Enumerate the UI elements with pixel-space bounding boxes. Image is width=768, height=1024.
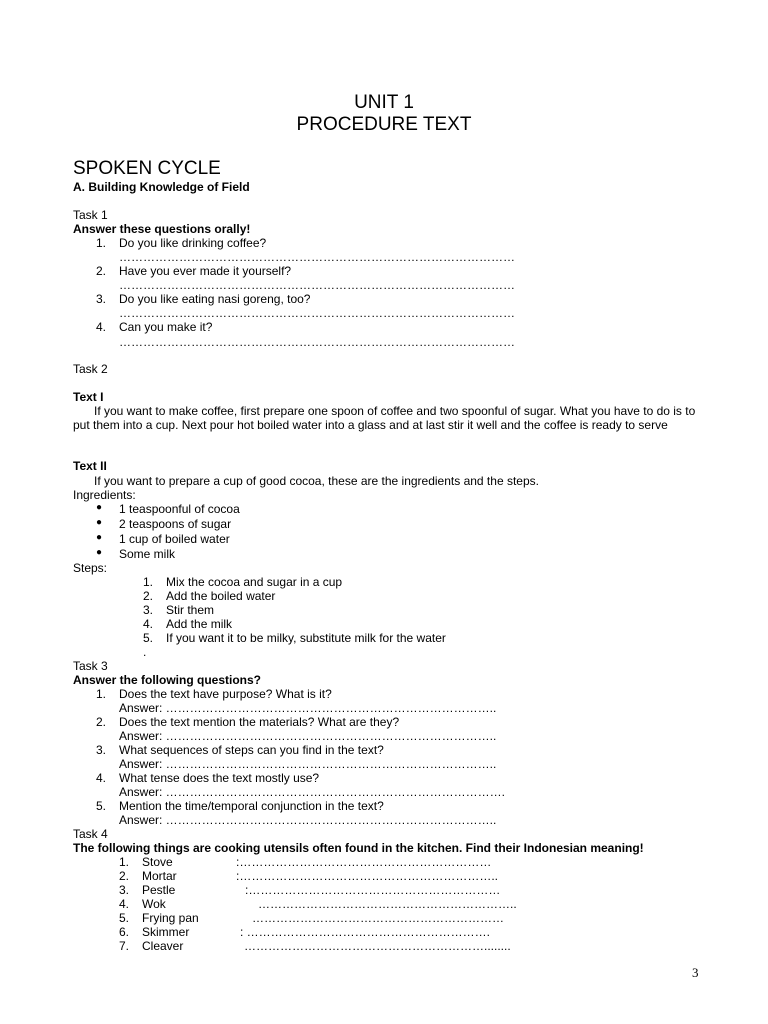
list-item: Mention the time/temporal conjunction in the text?: [119, 799, 384, 813]
list-item: What sequences of steps can you find in the text?: [119, 743, 384, 757]
bullet-icon: ●: [96, 517, 103, 528]
list-item-number: 1.: [143, 575, 154, 589]
answer-line: Answer: ………………………………………………………………………..: [119, 701, 497, 715]
list-item-number: 4.: [96, 771, 107, 785]
ingredients-label: Ingredients:: [73, 488, 136, 502]
answer-dots: :………………………………………………………..: [236, 869, 499, 883]
list-item: Pestle: [142, 883, 176, 897]
answer-line: Answer: ………………………………………………………………………..: [119, 757, 497, 771]
list-item: 2 teaspoons of sugar: [119, 517, 232, 531]
list-item-number: 1.: [119, 855, 130, 869]
list-item: Skimmer: [142, 925, 190, 939]
text1-title: Text I: [73, 390, 104, 404]
answer-dots: ………………………………………………………………………………………: [119, 278, 515, 292]
list-item: Add the milk: [166, 617, 233, 631]
list-item-number: 4.: [143, 617, 154, 631]
list-item: Does the text have purpose? What is it?: [119, 687, 332, 701]
list-item: Do you like eating nasi goreng, too?: [119, 292, 311, 306]
text1-body-text: If you want to make coffee, first prepare one spoon of coffee and two spoonful of sugar. What you have to do is to put them into a cup. Next pour hot boiled water into a glass and at last stir it well and the coffee is ready to serve: [73, 404, 696, 432]
list-item-number: 3.: [96, 743, 107, 757]
answer-dots: ………………………………………………………………………………………: [119, 250, 515, 264]
answer-dots: ………………………………………………………………………………………: [119, 306, 515, 320]
list-item-number: 1.: [96, 236, 107, 250]
task4-instruction: The following things are cooking utensils often found in the kitchen. Find their Indonesian meaning!: [73, 841, 644, 855]
page-number: 3: [692, 965, 699, 980]
list-item-number: 1.: [96, 687, 107, 701]
list-item-number: 5.: [143, 631, 154, 645]
answer-dots: ……………………………………………………........: [244, 939, 511, 953]
list-item: Cleaver: [142, 939, 184, 953]
bullet-icon: ●: [96, 532, 103, 543]
list-item-number: 3.: [96, 292, 107, 306]
text2-intro: If you want to prepare a cup of good cocoa, these are the ingredients and the steps.: [94, 474, 539, 488]
answer-dots: ………………………………………………………………………………………: [119, 335, 515, 349]
section-heading: SPOKEN CYCLE: [73, 158, 221, 179]
list-item: Does the text mention the materials? What are they?: [119, 715, 400, 729]
answer-dots: :………………………………………………………: [236, 855, 492, 869]
list-item: Stove: [142, 855, 173, 869]
list-item-number: 4.: [119, 897, 130, 911]
text2-title: Text II: [73, 459, 107, 473]
list-item-number: 3.: [119, 883, 130, 897]
list-item: Some milk: [119, 547, 176, 561]
list-item-number: 7.: [119, 939, 130, 953]
list-item-number: 6.: [119, 925, 130, 939]
answer-line: Answer: ………………………………………………………………………..: [119, 813, 497, 827]
list-item: Mix the cocoa and sugar in a cup: [166, 575, 343, 589]
list-item-number: 2.: [119, 869, 130, 883]
list-item: What tense does the text mostly use?: [119, 771, 320, 785]
list-item: Frying pan: [142, 911, 199, 925]
answer-dots: ………………………………………………………..: [258, 897, 517, 911]
list-item: Can you make it?: [119, 320, 213, 334]
list-item-number: 2.: [96, 264, 107, 278]
list-item-number: 4.: [96, 320, 107, 334]
list-item: Stir them: [166, 603, 215, 617]
task1-label: Task 1: [73, 208, 108, 222]
list-item-number: 2.: [143, 589, 154, 603]
list-item: Have you ever made it yourself?: [119, 264, 292, 278]
task2-label: Task 2: [73, 362, 108, 376]
list-item: Wok: [142, 897, 166, 911]
answer-line: Answer: ………………………………………………………………………….: [119, 785, 506, 799]
list-item-number: 2.: [96, 715, 107, 729]
list-item: Mortar: [142, 869, 177, 883]
list-item: If you want it to be milky, substitute milk for the water: [166, 631, 446, 645]
list-item: Do you like drinking coffee?: [119, 236, 267, 250]
task4-label: Task 4: [73, 827, 108, 841]
answer-dots: ………………………………………………………: [252, 911, 504, 925]
answer-dots: :………………………………………………………: [245, 883, 501, 897]
bullet-icon: ●: [96, 547, 103, 558]
task3-instruction: Answer the following questions?: [73, 673, 262, 687]
list-item-number: 3.: [143, 603, 154, 617]
list-item: Add the boiled water: [166, 589, 276, 603]
bullet-icon: ●: [96, 502, 103, 513]
steps-label: Steps:: [73, 561, 108, 575]
stray-dot: .: [143, 645, 147, 659]
page-title: PROCEDURE TEXT: [296, 114, 472, 135]
list-item-number: 5.: [96, 799, 107, 813]
answer-line: Answer: ………………………………………………………………………..: [119, 729, 497, 743]
text1-body: [73, 404, 703, 432]
list-item: 1 cup of boiled water: [119, 532, 230, 546]
unit-label: UNIT 1: [354, 92, 414, 113]
task3-label: Task 3: [73, 659, 108, 673]
task1-instruction: Answer these questions orally!: [73, 222, 251, 236]
list-item-number: 5.: [119, 911, 130, 925]
answer-dots: : …………………………………………………….: [240, 925, 491, 939]
list-item: 1 teaspoonful of cocoa: [119, 502, 240, 516]
section-subheading: A. Building Knowledge of Field: [73, 180, 250, 194]
